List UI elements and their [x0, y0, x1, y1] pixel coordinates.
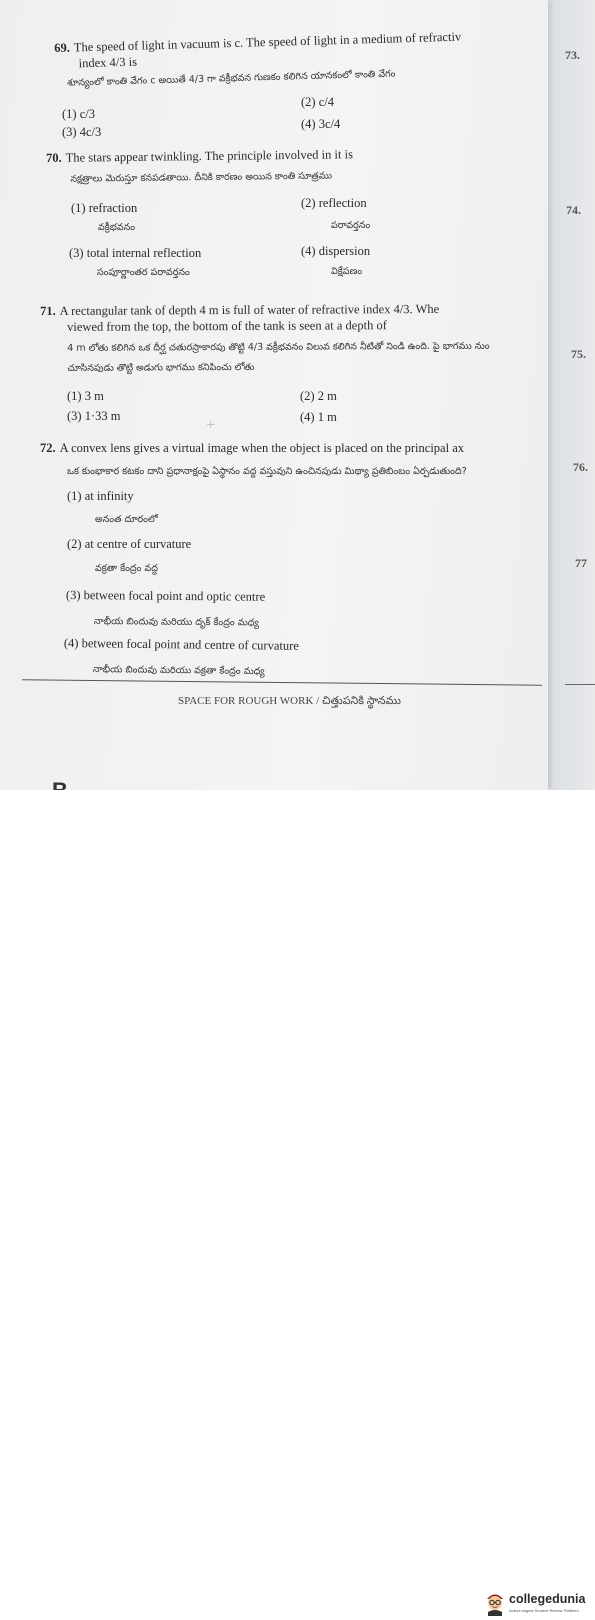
- question-71: [40, 300, 550, 377]
- option-4: (4) 3c/4: [301, 117, 341, 131]
- question-72: [40, 440, 550, 480]
- option-3: (3) 4c/3: [62, 125, 102, 139]
- brand-logo: [484, 1590, 589, 1620]
- rough-work-label: SPACE FOR ROUGH WORK / చిత్తుపనికి స్థానము: [178, 695, 401, 707]
- option-2: (2) c/4: [301, 95, 334, 109]
- option-4: (4) 1 m: [300, 410, 337, 424]
- next-page-edge: [550, 0, 595, 790]
- option-2: (2) at centre of curvature: [67, 537, 192, 551]
- option-3: (3) between focal point and optic centre: [65, 588, 266, 604]
- next-page-number: 74.: [566, 203, 581, 217]
- option-2: (2) 2 m: [300, 389, 337, 403]
- option-1-telugu: వక్రీభవనం: [98, 222, 136, 233]
- rough-work-divider: [22, 679, 542, 685]
- question-text-telugu: ఒక కుంభాకార కటకం దాని ప్రధానాక్షంపై ఏస్థానం వద్ద వస్తువుని ఉంచినపుడు మిథ్యా ప్రతిబింబం ఏర్పడుతుంది?: [67, 466, 467, 477]
- question-text: A convex lens gives a virtual image when the object is placed on the principal ax: [59, 441, 464, 455]
- next-page-divider: [565, 684, 595, 685]
- next-page-number: 76.: [573, 460, 588, 474]
- question-text-telugu: 4 m లోతు కలిగిన ఒక దీర్ఘ చతురస్రాకారపు తొట్టి 4/3 వక్రీభవనం విలువ కలిగిన నీటితో నిండి ఉంది. పై భాగము నుం: [67, 340, 490, 354]
- question-number: 70.: [46, 150, 62, 165]
- option-1: (1) at infinity: [67, 489, 134, 503]
- brand-name: collegedunia: [509, 1592, 586, 1606]
- question-text-cont: viewed from the top, the bottom of the tank is seen at a depth of: [67, 318, 387, 334]
- photo-background: [0, 0, 595, 790]
- option-2-telugu: పరావర్తనం: [331, 220, 371, 231]
- question-text-telugu: శూన్యంలో కాంతి వేగం c అయితే 4/3 గా వక్రీభవన గుణకం కలిగిన యానకంలో కాంతి వేగం: [67, 68, 396, 89]
- question-text-telugu-cont: చూసినపుడు తొట్టి అడుగు భాగము కనిపించు లోతు: [67, 361, 255, 374]
- question-text-cont: index 4/3 is: [78, 54, 138, 71]
- option-4: (4) dispersion: [301, 244, 371, 258]
- question-70: [46, 144, 541, 188]
- pencil-mark: +: [206, 418, 216, 431]
- question-page: [0, 0, 548, 790]
- option-3-telugu: నాభీయ బిందువు మరియు దృక్ కేంద్రం మధ్య: [93, 616, 259, 629]
- question-text: The speed of light in vacuum is c. The speed of light in a medium of refractiv: [73, 29, 462, 55]
- question-number: 69.: [54, 40, 71, 55]
- student-avatar-icon: [484, 1590, 506, 1616]
- option-3: (3) 1·33 m: [67, 409, 121, 423]
- question-text: The stars appear twinkling. The principle involved in it is: [65, 147, 353, 165]
- option-4: (4) between focal point and centre of curvature: [63, 636, 299, 653]
- option-1-telugu: అనంత దూరంలో: [95, 514, 158, 525]
- question-69: [54, 26, 550, 92]
- next-page-number: 73.: [565, 48, 580, 62]
- next-page-number: 77: [575, 556, 587, 570]
- option-4-telugu: విక్షేపణం: [331, 266, 363, 277]
- question-number: 71.: [40, 303, 56, 318]
- option-3-telugu: సంపూర్ణాంతర పరావర్తనం: [97, 267, 190, 278]
- option-2-telugu: వక్రతా కేంద్రం వద్ద: [95, 563, 158, 574]
- option-2: (2) reflection: [301, 196, 367, 210]
- option-1: (1) 3 m: [67, 389, 104, 403]
- footer: [0, 790, 595, 1613]
- option-1: (1) refraction: [71, 201, 138, 215]
- question-text: A rectangular tank of depth 4 m is full of water of refractive index 4/3. Whe: [59, 301, 440, 318]
- next-page-number: 75.: [571, 347, 586, 361]
- brand-tagline: India's largest Student Review Platform: [509, 1608, 579, 1613]
- question-text-telugu: నక్షత్రాలు మెరుస్తూ కనపడతాయి. దీనికి కారణం అయిన కాంతి సూత్రము: [70, 170, 333, 185]
- question-number: 72.: [40, 441, 56, 455]
- option-3: (3) total internal reflection: [69, 246, 202, 260]
- option-4-telugu: నాభీయ బిందువు మరియు వక్రతా కేంద్రం మధ్య: [92, 664, 265, 678]
- option-1: (1) c/3: [62, 107, 95, 121]
